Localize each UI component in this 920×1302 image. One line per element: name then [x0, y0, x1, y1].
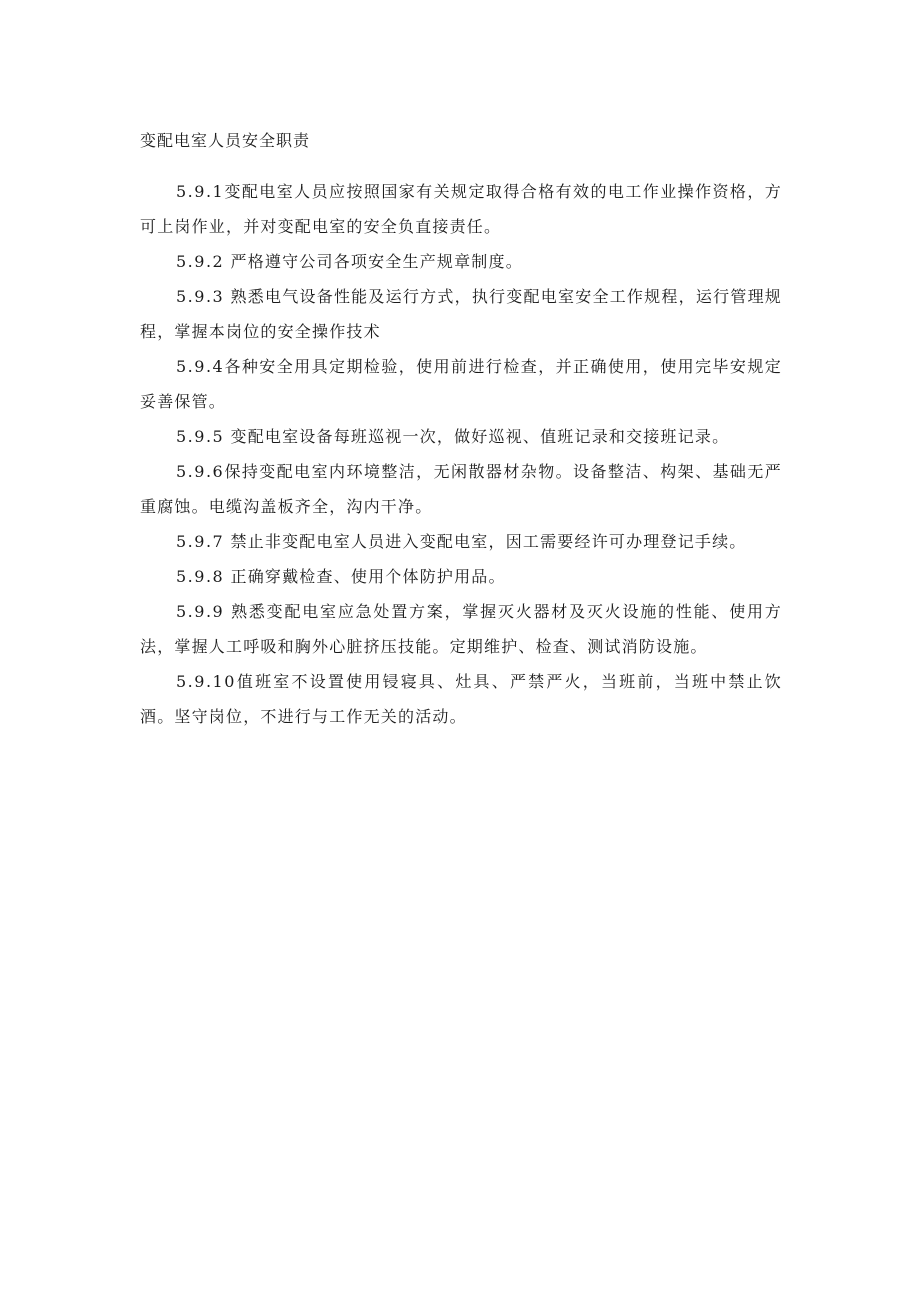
clause-number: 5.9.7 [176, 532, 225, 551]
clause-number: 5.9.4 [176, 357, 225, 376]
clause-5-9-8 [140, 559, 782, 594]
clause-5-9-5 [140, 419, 782, 454]
clause-text: 熟悉变配电室应急处置方案，掌握灭火器材及灭火设施的性能、使用方法，掌握人工呼吸和胸外心脏挤压技能。定期维护、检查、测试消防设施。 [140, 602, 782, 656]
clause-number: 5.9.6 [176, 462, 225, 481]
clause-5-9-2 [140, 244, 782, 279]
clause-number: 5.9.8 [176, 567, 225, 586]
clause-text: 正确穿戴检查、使用个体防护用品。 [224, 567, 506, 586]
clause-5-9-9 [140, 594, 782, 664]
clause-list [140, 174, 782, 734]
clause-5-9-3 [140, 279, 782, 349]
clause-number: 5.9.2 [176, 252, 225, 271]
clause-text: 各种安全用具定期检验，使用前进行检查，并正确使用，使用完毕安规定妥善保管。 [140, 357, 782, 411]
clause-text: 值班室不设置使用锓寝具、灶具、严禁严火，当班前，当班中禁止饮酒。坚守岗位，不进行与工作无关的活动。 [140, 672, 782, 726]
clause-text: 变配电室人员应按照国家有关规定取得合格有效的电工作业操作资格，方可上岗作业，并对变配电室的安全负直接责任。 [140, 182, 782, 236]
clause-text: 禁止非变配电室人员进入变配电室，因工需要经许可办理登记手续。 [224, 532, 747, 551]
clause-5-9-1 [140, 174, 782, 244]
clause-text: 严格遵守公司各项安全生产规章制度。 [224, 252, 523, 271]
clause-5-9-4 [140, 349, 782, 419]
clause-5-9-6 [140, 454, 782, 524]
clause-5-9-7 [140, 524, 782, 559]
clause-number: 5.9.10 [176, 672, 236, 691]
document-title: 变配电室人员安全职责 [140, 131, 311, 150]
clause-number: 5.9.9 [176, 602, 225, 621]
clause-text: 变配电室设备每班巡视一次，做好巡视、值班记录和交接班记录。 [224, 427, 730, 446]
clause-number: 5.9.5 [176, 427, 225, 446]
clause-number: 5.9.1 [176, 182, 225, 201]
clause-text: 熟悉电气设备性能及运行方式，执行变配电室安全工作规程，运行管理规程，掌握本岗位的安全操作技术 [140, 287, 782, 341]
clause-number: 5.9.3 [176, 287, 225, 306]
clause-text: 保持变配电室内环境整洁，无闲散器材杂物。设备整洁、构架、基础无严重腐蚀。电缆沟盖板齐全，沟内干净。 [140, 462, 782, 516]
clause-5-9-10 [140, 664, 782, 734]
